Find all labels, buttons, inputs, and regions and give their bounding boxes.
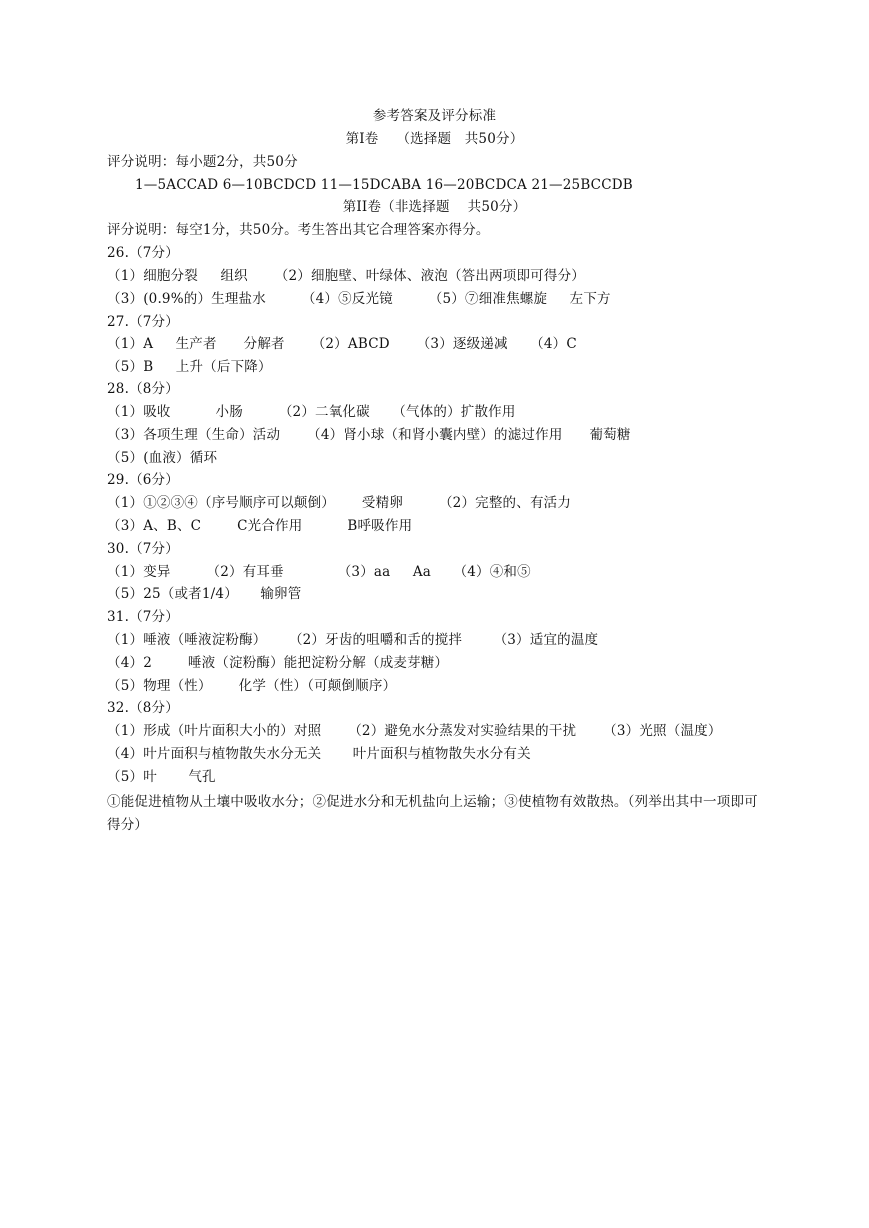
part1-scoring-note: 评分说明：每小题2分，共50分 xyxy=(107,154,298,170)
part2-heading: 第II卷（非选择题 共50分） xyxy=(342,199,527,215)
question-header: 29.（6分） xyxy=(107,472,179,488)
answer-line: （5）(血液）循环 xyxy=(107,450,218,466)
answer-line: （1）细胞分裂 组织 （2）细胞壁、叶绿体、液泡（答出两项即可得分） xyxy=(107,268,585,284)
answer-line: （3）A、B、C C光合作用 B呼吸作用 xyxy=(107,518,413,534)
answer-line: （1）①②③④（序号顺序可以颠倒） 受精卵 （2）完整的、有活力 xyxy=(107,495,572,511)
page-title: 参考答案及评分标准 xyxy=(372,108,497,124)
question-header: 26.（7分） xyxy=(107,245,179,261)
answer-line: （5）B 上升（后下降） xyxy=(107,359,272,375)
part1-answer-key: 1—5ACCAD 6—10BCDCD 11—15DCABA 16—20BCDCA 21—25BCCDB xyxy=(135,177,633,193)
question-header: 32.（8分） xyxy=(107,700,179,716)
final-answer-note: ①能促进植物从土壤中吸收水分；②促进水分和无机盐向上运输；③使植物有效散热。（列举出其中一项即可得分） xyxy=(107,794,758,833)
answer-line: （1）吸收 小肠 （2）二氧化碳 （气体的）扩散作用 xyxy=(107,404,516,420)
answer-line: （4）2 唾液（淀粉酶）能把淀粉分解（成麦芽糖） xyxy=(107,655,449,671)
answer-line: （1）形成（叶片面积大小的）对照 （2）避免水分蒸发对实验结果的干扰 （3）光照（温度） xyxy=(107,723,722,739)
question-header: 31.（7分） xyxy=(107,609,179,625)
answer-line: （3）(0.9%的）生理盐水 （4）⑤反光镜 （5）⑦细准焦螺旋 左下方 xyxy=(107,291,611,307)
part1-heading: 第Ⅰ卷 （选择题 共50分） xyxy=(345,131,524,147)
answer-line: （5）25（或者1/4） 输卵管 xyxy=(107,586,302,602)
question-header: 27.（7分） xyxy=(107,314,179,330)
answer-line: （1）唾液（唾液淀粉酶） （2）牙齿的咀嚼和舌的搅拌 （3）适宜的温度 xyxy=(107,632,599,648)
answer-line: （5）叶 气孔 xyxy=(107,769,216,785)
answer-line: （1）变异 （2）有耳垂 （3）aa Aa （4）④和⑤ xyxy=(107,564,531,580)
question-header: 30.（7分） xyxy=(107,541,179,557)
answer-line: （5）物理（性） 化学（性）（可颠倒顺序） xyxy=(107,678,397,694)
answer-line: （3）各项生理（生命）活动 （4）肾小球（和肾小囊内壁）的滤过作用 葡萄糖 xyxy=(107,427,631,443)
question-header: 28.（8分） xyxy=(107,381,179,397)
answer-line: （1）A 生产者 分解者 （2）ABCD （3）逐级递减 （4）C xyxy=(107,336,577,352)
part2-scoring-note: 评分说明：每空1分，共50分。考生答出其它合理答案亦得分。 xyxy=(107,222,490,238)
answer-line: （4）叶片面积与植物散失水分无关 叶片面积与植物散失水分有关 xyxy=(107,746,531,762)
